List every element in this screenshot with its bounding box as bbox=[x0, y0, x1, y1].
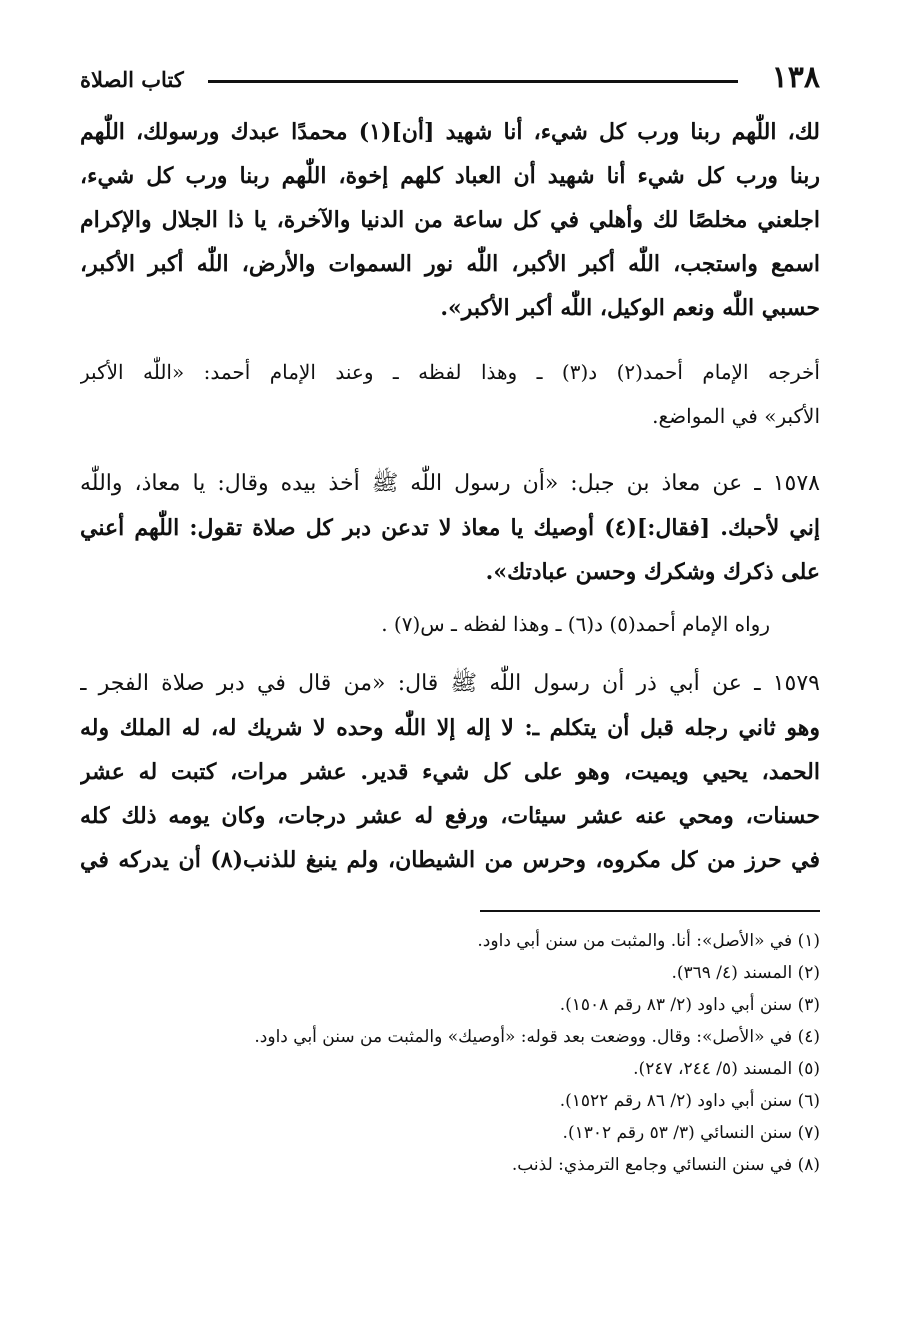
footnote: (٢) المسند (٤/ ٣٦٩). bbox=[671, 963, 820, 983]
header-rule bbox=[208, 80, 738, 83]
footnotes bbox=[100, 925, 820, 1181]
text-line: رواه الإمام أحمد(٥) د(٦) ـ وهذا لفظه ـ س(٧) . bbox=[381, 612, 770, 636]
text-line: إني لأحبك. [فقال:](٤) أوصيك يا معاذ لا تدعن دبر كل صلاة تقول: اللّٰهم أعني bbox=[80, 515, 820, 541]
text-line: لك، اللّٰهم ربنا ورب كل شيء، أنا شهيد [أن](١) محمدًا عبدك ورسولك، اللّٰهم bbox=[80, 119, 820, 145]
footnote: (٧) سنن النسائي (٣/ ٥٣ رقم ١٣٠٢). bbox=[562, 1123, 820, 1143]
text-line: في حرز من كل مكروه، وحرس من الشيطان، ولم ينبغ للذنب(٨) أن يدركه في bbox=[80, 847, 820, 873]
source-note-1 bbox=[80, 350, 820, 438]
text-line: حسنات، ومحي عنه عشر سيئات، ورفع له عشر درجات، وكان يومه ذلك كله bbox=[80, 803, 820, 829]
page-number: ١٣٨ bbox=[771, 60, 820, 95]
text-line: وهو ثاني رجله قبل أن يتكلم ـ: لا إله إلا اللّٰه وحده لا شريك له، له الملك وله bbox=[80, 715, 820, 741]
chapter-title: كتاب الصلاة bbox=[80, 67, 184, 92]
footnote: (٨) في سنن النسائي وجامع الترمذي: لذنب. bbox=[511, 1155, 820, 1175]
text-line: الحمد، يحيي ويميت، وهو على كل شيء قدير. عشر مرات، كتبت له عشر bbox=[80, 759, 820, 785]
text-line: على ذكرك وشكرك وحسن عبادتك». bbox=[485, 559, 820, 585]
footnote-rule bbox=[480, 910, 820, 912]
text-line: اجلعني مخلصًا لك وأهلي في كل ساعة من الدنيا والآخرة، يا ذا الجلال والإكرام bbox=[80, 207, 820, 233]
text-line: ١٥٧٨ ـ عن معاذ بن جبل: «أن رسول اللّٰه ﷺ أخذ بيده وقال: يا معاذ، واللّٰه bbox=[80, 471, 820, 496]
source-note-2 bbox=[80, 602, 820, 646]
text-line: اسمع واستجب، اللّٰه أكبر الأكبر، اللّٰه نور السموات والأرض، اللّٰه أكبر الأكبر، bbox=[80, 251, 820, 277]
footnote: (٤) في «الأصل»: وقال. ووضعت بعد قوله: «أوصيك» والمثبت من سنن أبي داود. bbox=[254, 1027, 820, 1047]
footnote: (٥) المسند (٥/ ٢٤٤، ٢٤٧). bbox=[633, 1059, 820, 1079]
footnote: (٦) سنن أبي داود (٢/ ٨٦ رقم ١٥٢٢). bbox=[559, 1091, 820, 1111]
hadith-1579 bbox=[80, 662, 820, 882]
text-line: ربنا ورب كل شيء أنا شهيد أن العباد كلهم إخوة، اللّٰهم ربنا ورب كل شيء، bbox=[80, 163, 820, 189]
page-header bbox=[80, 60, 820, 100]
text-line: ١٥٧٩ ـ عن أبي ذر أن رسول اللّٰه ﷺ قال: «من قال في دبر صلاة الفجر ـ bbox=[80, 671, 820, 696]
footnote: (١) في «الأصل»: أنا. والمثبت من سنن أبي داود. bbox=[477, 931, 820, 951]
text-line: حسبي اللّٰه ونعم الوكيل، اللّٰه أكبر الأكبر». bbox=[440, 295, 820, 321]
hadith-1578 bbox=[80, 462, 820, 594]
footnote: (٣) سنن أبي داود (٢/ ٨٣ رقم ١٥٠٨). bbox=[559, 995, 820, 1015]
text-line: الأكبر» في المواضع. bbox=[652, 404, 820, 428]
text-line: أخرجه الإمام أحمد(٢) د(٣) ـ وهذا لفظه ـ وعند الإمام أحمد: «اللّٰه الأكبر bbox=[80, 360, 820, 384]
main-text bbox=[80, 110, 820, 330]
